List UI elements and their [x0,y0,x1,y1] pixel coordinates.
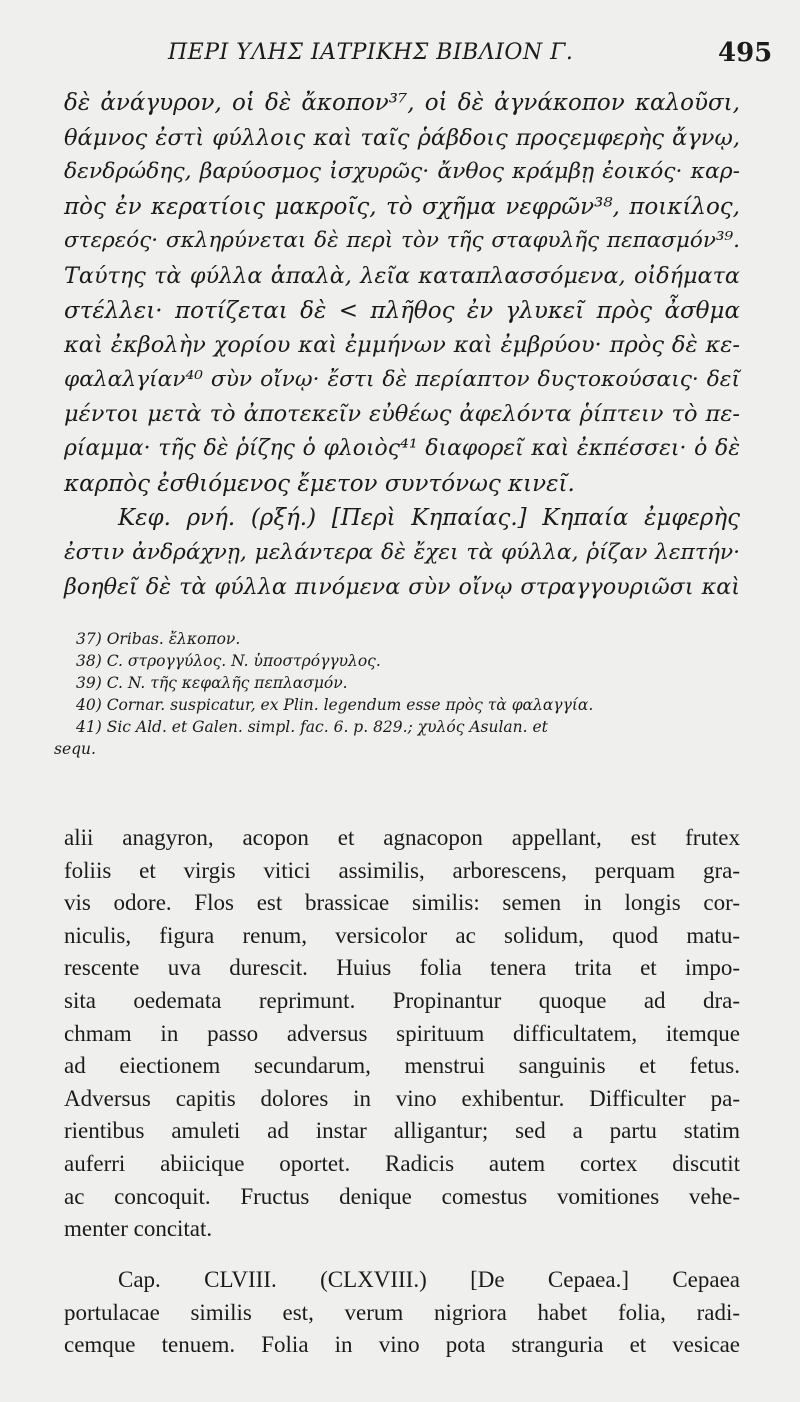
latin-line: menter concitat. [64,1216,213,1242]
latin-line: auferri abiicique oportet. Radicis autem cortex discutit [64,1150,740,1176]
greek-line: Ταύτης τὰ φύλλα ἁπαλὰ, λεῖα καταπλασσόμενα, οἰδήματα [64,262,740,289]
greek-line: στερεός· σκληρύνεται δὲ περὶ τὸν τῆς σταφυλῆς πεπασμόν³⁹. [64,228,740,254]
latin-line: alii anagyron, acopon et agnacopon appellant, est frutex [64,825,740,850]
page-number: 495 [718,38,773,68]
latin-line: portulacae similis est, verum nigriora habet folia, radi- [64,1299,740,1325]
greek-line: ρίαμμα· τῆς δὲ ῥίζης ὁ φλοιὸς⁴¹ διαφορεῖ καὶ ἐκπέσσει· ὁ δὲ [64,435,740,461]
footnote: 40) Cornar. suspicatur, ex Plin. legendum esse πρὸς τὰ φαλαγγία. [76,696,594,714]
latin-line: rescente uva durescit. Huius folia tenera trita et impo- [64,955,740,981]
greek-chapter-heading: Κεφ. ρνή. (ρξή.) [Περὶ Κηπαίας.] Κηπαία ἐμφερὴς [118,505,740,532]
greek-line: βοηθεῖ δὲ τὰ φύλλα πινόμενα σὺν οἴνῳ στραγγουριῶσι καὶ [64,574,740,601]
footnote: 39) C. N. τῆς κεφαλῆς πεπλασμόν. [76,674,348,692]
greek-line: ἐστιν ἀνδράχνῃ, μελάντερα δὲ ἔχει τὰ φύλλα, ῥίζαν λεπτήν· [64,539,740,565]
greek-line: μέντοι μετὰ τὸ ἀποτεκεῖν εὐθέως ἀφελόντα ῥίπτειν τὸ πε- [64,401,740,428]
greek-line: δὲ ἀνάγυρον, οἱ δὲ ἄκοπον³⁷, οἱ δὲ ἀγνάκοπον καλοῦσι, [64,90,740,116]
greek-line: καὶ ἐκβολὴν χορίου καὶ ἐμμήνων καὶ ἐμβρύου· πρὸς δὲ κε- [64,332,740,359]
footnote: 37) Oribas. ἔλκοπον. [76,630,241,648]
latin-line: niculis, figura renum, versicolor ac solidum, quod matu- [64,922,740,948]
greek-line: φαλαλγίαν⁴⁰ σὺν οἴνῳ· ἔστι δὲ περίαπτον δυςτοκούσαις· δεῖ [64,366,740,392]
greek-line: θάμνος ἐστὶ φύλλοις καὶ ταῖς ῥάβδοις προςεμφερὴς ἄγνῳ, [64,124,740,151]
latin-line: vis odore. Flos est brassicae similis: semen in longis cor- [64,890,740,916]
latin-line: rientibus amuleti ad instar alligantur; sed a partu statim [64,1118,740,1144]
latin-line: cemque tenuem. Folia in vino pota stranguria et vesicae [64,1332,740,1358]
greek-line: καρπὸς ἐσθιόμενος ἔμετον συντόνως κινεῖ. [64,470,575,497]
latin-line: Adversus capitis dolores in vino exhibentur. Difficulter pa- [64,1085,740,1111]
footnote: 38) C. στρογγύλος. N. ὑποστρόγγυλος. [76,652,381,670]
latin-text-block [64,822,740,1246]
latin-line: foliis et virgis vitici assimilis, arborescens, perquam gra- [64,857,740,883]
page-header [0,34,800,74]
latin-chapter-block [64,1264,740,1362]
footnote-continuation: sequ. [54,740,96,758]
greek-line: πὸς ἐν κερατίοις μακροῖς, τὸ σχῆμα νεφρῶν³⁸, ποικίλος, [64,193,740,220]
greek-text-block [64,86,740,605]
footnotes [54,628,740,760]
latin-line: sita oedemata reprimunt. Propinantur quoque ad dra- [64,987,740,1013]
latin-line: ac concoquit. Fructus denique comestus vomitiones vehe- [64,1183,740,1209]
greek-line: δενδρώδης, βαρύοσμος ἰσχυρῶς· ἄνθος κράμβῃ ἐοικός· καρ- [64,159,740,185]
latin-line: chmam in passo adversus spirituum difficultatem, itemque [64,1020,740,1046]
running-title: ΠΕΡΙ ΥΛΗΣ ΙΑΤΡΙΚΗΣ ΒΙΒΛΙΟΝ Γ. [168,40,574,65]
footnote: 41) Sic Ald. et Galen. simpl. fac. 6. p. 829.; χυλός Asulan. et [76,718,548,736]
latin-chapter-heading: Cap. CLVIII. (CLXVIII.) [De Cepaea.] Cepaea [118,1267,740,1292]
greek-line: στέλλει· ποτίζεται δὲ < πλῆθος ἐν γλυκεῖ πρὸς ἆσθμα [64,297,740,324]
latin-line: ad eiectionem secundarum, menstrui sanguinis et fetus. [64,1053,740,1079]
